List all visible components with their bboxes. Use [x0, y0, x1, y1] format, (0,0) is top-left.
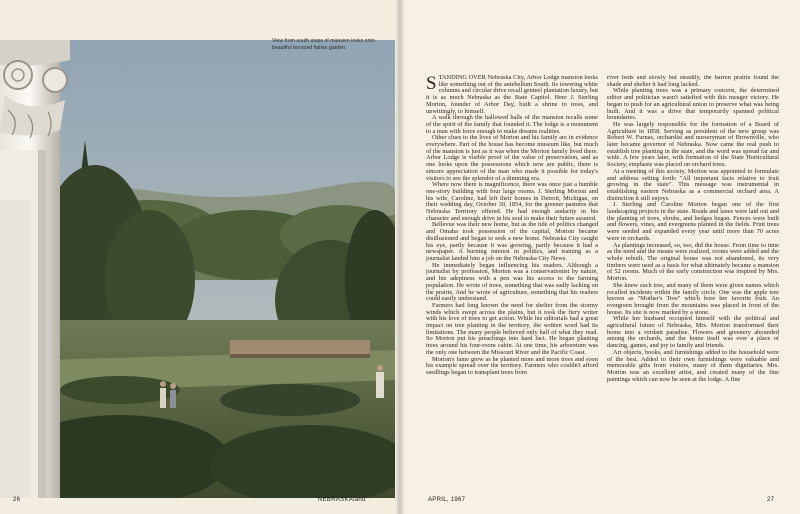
- article-paragraph: She knew each tree, and many of them were given names which recalled incidents within the family circle. One was the apple tree known as "Mother's Tree" which bore her favorite fruit. An evergreen brought from the mountains was placed in front of the house. Its site is now marked by a stone.: [607, 281, 779, 316]
- article-paragraph: Art objects, books, and furnishings added to the household were of the best. Added to their own furnishings were valuable and memorable gifts from visitors, many of them dignitaries. Mrs. Morton was an excellent artist, and created many of the fine paintings which can now be seen at the lodge. A fine: [607, 348, 779, 383]
- page-number-left: 26: [13, 497, 21, 503]
- photo-caption: View from south steps of mansion looks onto beautiful terraced Italian garden: [272, 38, 375, 51]
- article-paragraph: Bellevue was their new home, but as the tide of politics changed and Omaha took possession of the capital, Morton became disillusioned and began to seek a new home. Nebraska City caught his eye, partly because it was growing, partly because it had a newspaper. A burning interest in politics, and training as a journalist landed him a job on the Nebraska City News.: [426, 221, 598, 262]
- page-number-right: 27: [767, 497, 775, 503]
- article-paragraph: STANDING OVER Nebraska City, Arbor Lodge mansion looks like something out of the antebellum South. Its towering white columns and circular drive recall genteel plantation luxury, but it is as much Nebraska as the State Capitol. Here J. Sterling Morton, founder of Arbor Day, built a shrine to trees, and unwittingly, to himself.: [426, 75, 598, 115]
- article-paragraph: Other clues to the lives of Morton and his family are in evidence everywhere. Part of the house has become museum like, but much of the mansion is just as it was when the Morton family lived there. Arbor Lodge is visible proof of the value of preservation, and as one looks upon the possessions which now are public, there is sincere appreciation of the man who made it possible for today's visitors to see the splendor of a dimming era.: [426, 134, 598, 182]
- garden-photo: [0, 20, 395, 498]
- spread-gutter: [395, 0, 405, 514]
- drop-cap: S: [426, 75, 437, 94]
- issue-date: APRIL, 1967: [428, 497, 466, 503]
- magazine-title: NEBRASKAland: [318, 497, 366, 503]
- article-paragraph: He immediately began influencing his readers. Although a journalist by profession, Morton was a conservationist by nature, and his adeptness with a pen was his access to the farming population. He wrote of trees, something that was sadly lacking on the prairie. And he wrote of agriculture, something that his readers could easily understand.: [426, 261, 598, 303]
- right-page: [400, 0, 800, 514]
- article-paragraph: Morton's fame grew as he planted more and more trees and soon his example spread over the territory. Farmers who couldn't afford seedlings began to transplant trees from: [426, 355, 598, 376]
- article-paragraph: As plantings increased, so, too, did the house. From time to time as the need and the means were realized, rooms were added and the whole rebuilt. The original house was not abandoned, its very timbers were used as a basis for what ultimately became a mansion of 52 rooms. Much of the early construction was inspired by Mrs. Morton.: [607, 241, 779, 283]
- article-paragraph: Where now there is magnificence, there was once just a humble one-story building with four large rooms. J. Sterling Morton and his wife, Caroline, had left their homes in Detroit, Michigan, on their wedding day, October 30, 1854, for the greener pastures that Nebraska Territory offered. He had enough audacity in his character and enough drive in his soul to make their future assured.: [426, 181, 598, 222]
- article-paragraph: A walk through the hallowed halls of the mansion recalls some of the spirit of the family that founded it. The lodge is a monument to a man with force enough to make dreams realities.: [426, 114, 598, 135]
- garden-photo-image: [0, 20, 395, 498]
- article-paragraph: While her husband occupied himself with the political and agricultural future of Nebraska, Mrs. Morton transformed their home into a verdant paradise. Flowers and greenery abounded among the orchards, and the home itself was ever a place of dancing, games, and joy to family and friends.: [607, 315, 779, 350]
- article-paragraph: J. Sterling and Caroline Morton began one of the first landscaping projects in the state. Roads and lanes were laid out and the planting of trees, shrubs, and hedges began. Fences were built and flowers, vines, and evergreens planted in the fields. Fruit trees were seeded and expanded every year until more than 70 acres were in orchards.: [607, 201, 779, 242]
- article-column-1: [426, 75, 598, 499]
- article-paragraph: Farmers had long known the need for shelter from the stormy winds which swept across the plains, but it took the fiery writer with his love of trees to get action. While his editorials had a great impact on tree planting in the territory, the written word had its limitations. The many people believed only half of what they read. So Morton put his preachings into hard fact. He began planting trees around his four-room cabin. At one time, his arboretum was the only one between the Missouri River and the Pacific Coast.: [426, 301, 598, 356]
- article-paragraph: While planting trees was a primary concern, the determined editor and politician wasn't satisfied with this meager victory. He began to push for an agricultural union to preserve what was being built. And it was a drive that temporarily spanned political boundaries.: [607, 87, 779, 122]
- article-paragraph: At a meeting of this society, Morton was appointed to formulate and address setting forth: "All important facts relative to fruit growing in the state". This message was instrumental in establishing eastern Nebraska as a commercial orchard area. A distinction it still enjoys.: [607, 167, 779, 202]
- article-paragraph: He was largely responsible for the formation of a Board of Agriculture in 1858. Serving as president of the new group was Robert W. Furnas, orchardist and nurseryman of Brownville, who later became governor of Nebraska. Now came the real push to establish tree planting in the state, and the word was spread far and wide. A few years later, with formation of the State Horticultural Society, emphasis was placed on orchard trees.: [607, 120, 779, 169]
- article-column-2: [607, 75, 779, 499]
- article-paragraph: river beds and slowly but steadily, the barren prairie found the shade and shelter it had long lacked.: [607, 75, 779, 88]
